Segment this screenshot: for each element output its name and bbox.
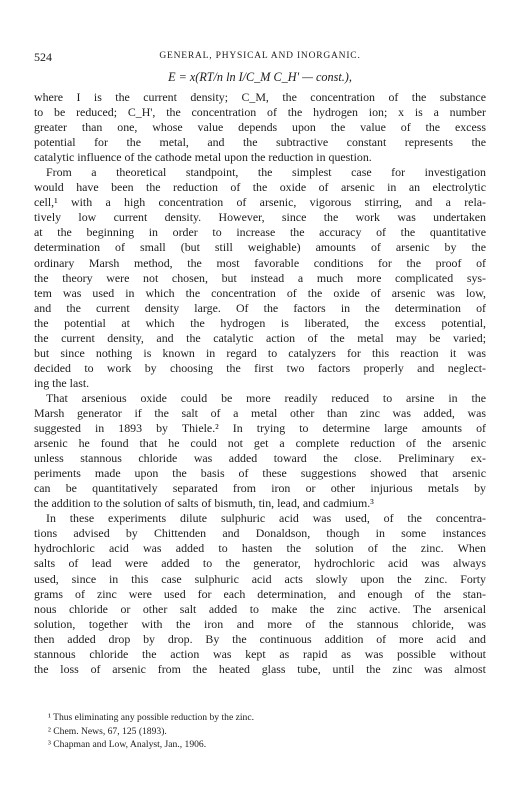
- footnote: ³ Chapman and Low, Analyst, Jan., 1906.: [48, 739, 207, 750]
- text-line: can be quantitatively separated from iron or other injurious metals by: [34, 481, 486, 496]
- text-line: at the beginning in order to increase the accuracy of the quantitative: [34, 225, 486, 240]
- footnote: ¹ Thus eliminating any possible reduction by the zinc.: [48, 712, 254, 723]
- text-line: hydrochloric acid was added to hasten the solution of the zinc. When: [34, 541, 486, 556]
- text-line: used, since in this case sulphuric acid acts slowly upon the zinc. Forty: [34, 571, 486, 586]
- text-line: ing the last.: [34, 375, 90, 390]
- text-line: catalytic influence of the cathode metal upon the reduction in question.: [34, 150, 372, 165]
- page-header: [34, 50, 486, 66]
- text-line: solution, together with the iron and more of the stannous chloride, was: [34, 616, 486, 631]
- text-line: the theory were not chosen, but instead a much more complicated sys-: [34, 270, 486, 285]
- text-line: unless stannous chloride was added toward the close. Preliminary ex-: [34, 451, 486, 466]
- text-line: the potential at which the hydrogen is liberated, the excess potential,: [34, 315, 486, 330]
- text-line: grams of zinc were used for each determination, and enough of the stan-: [34, 586, 486, 601]
- text-line: In these experiments dilute sulphuric acid was used, of the concentra-: [46, 511, 486, 526]
- text-line: where I is the current density; C_M, the concentration of the substance: [34, 90, 486, 104]
- running-title: GENERAL, PHYSICAL AND INORGANIC.: [159, 51, 361, 61]
- body-text: [34, 90, 486, 677]
- text-line: would have been the reduction of the oxide of arsenic in an electrolytic: [34, 180, 486, 195]
- text-line: tively low current density. However, since the work was undertaken: [34, 210, 486, 225]
- text-line: the loss of arsenic from the heated glass tube, until the zinc was almost: [34, 661, 486, 676]
- text-line: arsenic he found that he could not get a complete reduction of the arsenic: [34, 436, 486, 451]
- footnotes: [34, 711, 486, 752]
- text-line: Marsh generator if the salt of a metal other than zinc was added, was: [34, 405, 486, 420]
- text-line: cell,¹ with a high concentration of arsenic, vigorous stirring, and a rela-: [34, 195, 486, 210]
- page-number: 524: [34, 50, 52, 64]
- text-line: salts of lead were added to the generator, hydrochloric acid was always: [34, 556, 486, 571]
- text-line: tions advised by Chittenden and Donaldson, though in some instances: [34, 526, 486, 541]
- text-line: the addition to the solution of salts of bismuth, tin, lead, and cadmium.³: [34, 496, 374, 511]
- text-line: the current density, and the catalytic action of the metal may be varied;: [34, 330, 486, 345]
- text-line: decided to work by choosing the first two factors properly and neglect-: [34, 360, 486, 375]
- text-line: nous chloride or other salt added to make the zinc active. The arsenical: [34, 601, 486, 616]
- footnote: ² Chem. News, 67, 125 (1893).: [48, 725, 167, 737]
- text-line: to be reduced; C_H', the concentration of the hydrogen ion; x is a number: [34, 105, 486, 120]
- text-line: but since nothing is known in regard to catalyzers for this reaction it was: [34, 345, 486, 360]
- text-line: then added drop by drop. By the continuous addition of more acid and: [34, 631, 486, 646]
- text-line: potential for the metal, and the subtractive constant represents the: [34, 135, 486, 150]
- text-line: That arsenious oxide could be more readily reduced to arsine in the: [46, 390, 486, 405]
- text-line: stannous chloride the action was kept as rapid as was possible without: [34, 646, 486, 661]
- text-line: determination of small (but still weighable) amounts of arsenic by the: [34, 240, 486, 255]
- text-line: suggested in 1893 by Thiele.² In trying to determine large amounts of: [34, 421, 486, 436]
- text-line: periments made upon the basis of these suggestions showed that arsenic: [34, 466, 486, 481]
- text-line: greater than one, whose value depends upon the value of the excess: [34, 120, 486, 135]
- equation: E = x(RT/n ln I/C_M C_H' — const.),: [168, 70, 352, 84]
- text-line: tem was used in which the concentration of the oxide of arsenic was low,: [34, 285, 486, 300]
- text-line: and the current density large. Of the factors in the determination of: [34, 300, 486, 315]
- text-line: ordinary Marsh method, the most favorable conditions for the proof of: [34, 255, 486, 270]
- text-line: From a theoretical standpoint, the simplest case for investigation: [46, 165, 486, 180]
